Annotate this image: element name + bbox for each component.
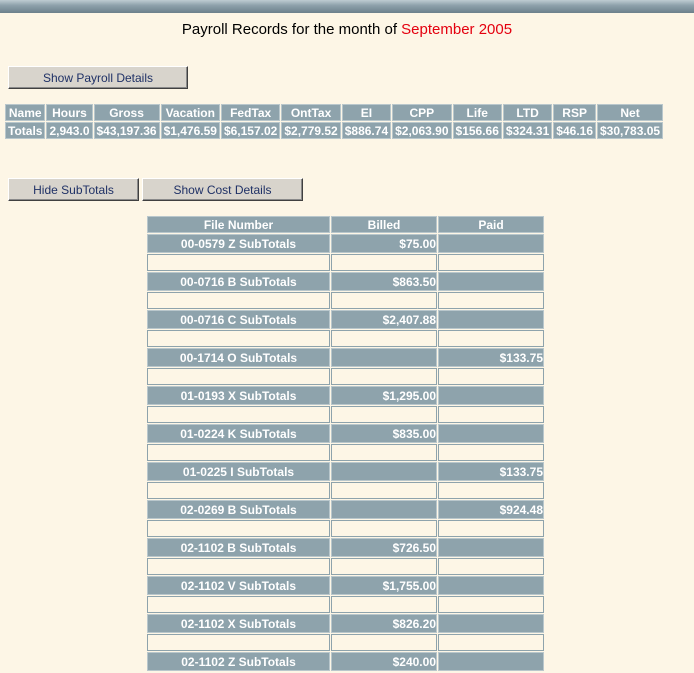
file-number: 00-1714 O SubTotals	[147, 348, 330, 367]
spacer-cell	[438, 482, 544, 499]
paid-amount: $133.75	[438, 348, 544, 367]
table-row	[147, 538, 544, 557]
payroll-totals-table	[4, 103, 664, 140]
header-ei: EI	[342, 104, 391, 121]
header-paid: Paid	[438, 216, 544, 233]
spacer-cell	[438, 368, 544, 385]
spacer-cell	[147, 330, 330, 347]
billed-amount	[331, 500, 437, 519]
show-cost-details-button[interactable]: Show Cost Details	[142, 178, 303, 201]
spacer-cell	[438, 444, 544, 461]
file-number: 01-0225 I SubTotals	[147, 462, 330, 481]
spacer-row	[147, 520, 544, 537]
paid-amount	[438, 272, 544, 291]
subtotals-header-row	[147, 216, 544, 233]
spacer-row	[147, 368, 544, 385]
spacer-row	[147, 482, 544, 499]
spacer-row	[147, 596, 544, 613]
spacer-cell	[438, 558, 544, 575]
billed-amount: $1,755.00	[331, 576, 437, 595]
file-number: 00-0579 Z SubTotals	[147, 234, 330, 253]
spacer-row	[147, 330, 544, 347]
billed-amount: $2,407.88	[331, 310, 437, 329]
table-row	[147, 348, 544, 367]
spacer-cell	[438, 292, 544, 309]
spacer-cell	[331, 330, 437, 347]
totals-ei: $886.74	[342, 122, 391, 139]
spacer-cell	[331, 444, 437, 461]
spacer-cell	[331, 520, 437, 537]
totals-onttax: $2,779.52	[281, 122, 340, 139]
title-month: September 2005	[401, 21, 513, 38]
header-life: Life	[453, 104, 502, 121]
paid-amount	[438, 538, 544, 557]
totals-header-row	[5, 104, 663, 121]
paid-amount: $924.48	[438, 500, 544, 519]
billed-amount	[331, 462, 437, 481]
subtotals-table	[146, 215, 545, 672]
file-number: 02-1102 Z SubTotals	[147, 652, 330, 671]
spacer-cell	[331, 406, 437, 423]
billed-amount: $75.00	[331, 234, 437, 253]
spacer-cell	[438, 406, 544, 423]
file-number: 02-1102 X SubTotals	[147, 614, 330, 633]
spacer-row	[147, 292, 544, 309]
spacer-row	[147, 406, 544, 423]
spacer-cell	[331, 634, 437, 651]
table-row	[147, 310, 544, 329]
file-number: 01-0193 X SubTotals	[147, 386, 330, 405]
totals-label: Totals	[5, 122, 45, 139]
totals-cpp: $2,063.90	[392, 122, 451, 139]
spacer-cell	[147, 254, 330, 271]
billed-amount: $240.00	[331, 652, 437, 671]
file-number: 02-0269 B SubTotals	[147, 500, 330, 519]
file-number: 02-1102 V SubTotals	[147, 576, 330, 595]
spacer-cell	[147, 482, 330, 499]
header-name: Name	[5, 104, 45, 121]
spacer-row	[147, 558, 544, 575]
file-number: 02-1102 B SubTotals	[147, 538, 330, 557]
totals-ltd: $324.31	[503, 122, 552, 139]
billed-amount: $1,295.00	[331, 386, 437, 405]
billed-amount: $835.00	[331, 424, 437, 443]
spacer-cell	[438, 634, 544, 651]
spacer-cell	[331, 254, 437, 271]
table-row	[147, 272, 544, 291]
table-row	[147, 576, 544, 595]
page-title	[0, 21, 694, 38]
spacer-cell	[147, 406, 330, 423]
hide-subtotals-button[interactable]: Hide SubTotals	[8, 178, 139, 201]
table-row	[147, 386, 544, 405]
spacer-cell	[147, 368, 330, 385]
totals-net: $30,783.05	[597, 122, 663, 139]
table-row	[147, 424, 544, 443]
paid-amount	[438, 614, 544, 633]
file-number: 00-0716 C SubTotals	[147, 310, 330, 329]
header-gross: Gross	[94, 104, 160, 121]
spacer-cell	[438, 330, 544, 347]
header-cpp: CPP	[392, 104, 451, 121]
title-prefix: Payroll Records for the month of	[181, 21, 397, 38]
billed-amount: $826.20	[331, 614, 437, 633]
header-hours: Hours	[46, 104, 92, 121]
spacer-cell	[147, 558, 330, 575]
spacer-cell	[438, 254, 544, 271]
paid-amount	[438, 310, 544, 329]
totals-fedtax: $6,157.02	[221, 122, 280, 139]
totals-hours: 2,943.0	[46, 122, 92, 139]
totals-value-row	[5, 122, 663, 139]
totals-rsp: $46.16	[553, 122, 596, 139]
header-rsp: RSP	[553, 104, 596, 121]
file-number: 00-0716 B SubTotals	[147, 272, 330, 291]
header-onttax: OntTax	[281, 104, 340, 121]
file-number: 01-0224 K SubTotals	[147, 424, 330, 443]
table-row	[147, 614, 544, 633]
header-fedtax: FedTax	[221, 104, 280, 121]
spacer-cell	[147, 596, 330, 613]
spacer-cell	[331, 482, 437, 499]
show-payroll-details-button[interactable]: Show Payroll Details	[8, 66, 188, 89]
spacer-cell	[147, 520, 330, 537]
spacer-cell	[438, 596, 544, 613]
spacer-cell	[147, 444, 330, 461]
billed-amount: $863.50	[331, 272, 437, 291]
table-row	[147, 652, 544, 671]
header-net: Net	[597, 104, 663, 121]
paid-amount	[438, 652, 544, 671]
table-row	[147, 500, 544, 519]
spacer-cell	[147, 634, 330, 651]
billed-amount: $726.50	[331, 538, 437, 557]
header-file-number: File Number	[147, 216, 330, 233]
totals-gross: $43,197.36	[94, 122, 160, 139]
spacer-row	[147, 634, 544, 651]
totals-life: $156.66	[453, 122, 502, 139]
spacer-cell	[331, 292, 437, 309]
spacer-cell	[438, 520, 544, 537]
table-row	[147, 234, 544, 253]
window-header-bar	[0, 0, 694, 13]
spacer-cell	[331, 368, 437, 385]
billed-amount	[331, 348, 437, 367]
header-billed: Billed	[331, 216, 437, 233]
paid-amount	[438, 424, 544, 443]
spacer-cell	[147, 292, 330, 309]
paid-amount	[438, 234, 544, 253]
spacer-cell	[331, 596, 437, 613]
spacer-cell	[331, 558, 437, 575]
paid-amount	[438, 576, 544, 595]
spacer-row	[147, 254, 544, 271]
paid-amount	[438, 386, 544, 405]
paid-amount: $133.75	[438, 462, 544, 481]
table-row	[147, 462, 544, 481]
header-vacation: Vacation	[161, 104, 220, 121]
spacer-row	[147, 444, 544, 461]
totals-vacation: $1,476.59	[161, 122, 220, 139]
header-ltd: LTD	[503, 104, 552, 121]
